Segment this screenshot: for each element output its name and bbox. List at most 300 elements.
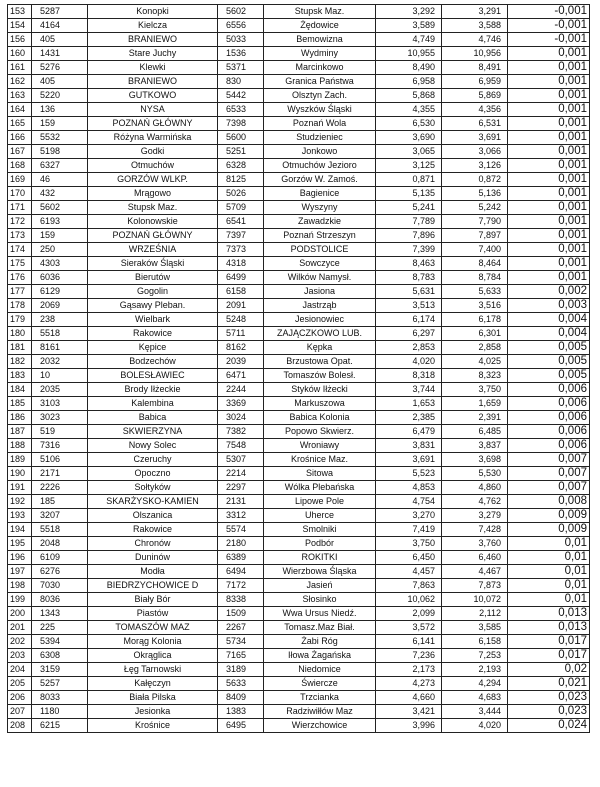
from-station-name: Babica: [88, 411, 218, 425]
difference-value: 0,01: [508, 565, 590, 579]
difference-value: 0,001: [508, 257, 590, 271]
distance-value-a: 5,868: [376, 89, 442, 103]
distance-value-a: 8,490: [376, 61, 442, 75]
from-station-name: Mrągowo: [88, 187, 218, 201]
table-row: [8, 257, 590, 271]
difference-value: 0,009: [508, 509, 590, 523]
distance-value-b: 7,253: [442, 649, 508, 663]
distance-value-a: 6,174: [376, 313, 442, 327]
table-row: [8, 719, 590, 733]
distance-value-b: 3,760: [442, 537, 508, 551]
to-station-name: ROKITKI: [264, 551, 376, 565]
table-row: [8, 299, 590, 313]
distance-value-a: 3,831: [376, 439, 442, 453]
table-row: [8, 103, 590, 117]
from-station-id: 405: [32, 33, 88, 47]
difference-value: 0,001: [508, 61, 590, 75]
from-station-id: 10: [32, 369, 88, 383]
from-station-name: WRZEŚNIA: [88, 243, 218, 257]
table-row: [8, 397, 590, 411]
row-number: 160: [8, 47, 32, 61]
from-station-id: 5106: [32, 453, 88, 467]
row-number: 163: [8, 89, 32, 103]
table-row: [8, 467, 590, 481]
to-station-name: Poznań Strzeszyn: [264, 229, 376, 243]
to-station-name: Żędowice: [264, 19, 376, 33]
table-row: [8, 621, 590, 635]
to-station-id: 2214: [218, 467, 264, 481]
distance-value-a: 3,065: [376, 145, 442, 159]
row-number: 161: [8, 61, 32, 75]
to-station-id: 7398: [218, 117, 264, 131]
from-station-id: 5276: [32, 61, 88, 75]
from-station-name: Piastów: [88, 607, 218, 621]
distance-value-a: 7,236: [376, 649, 442, 663]
to-station-name: Niedomice: [264, 663, 376, 677]
to-station-name: Podbór: [264, 537, 376, 551]
to-station-id: 6328: [218, 159, 264, 173]
distance-value-a: 2,853: [376, 341, 442, 355]
distance-value-a: 4,457: [376, 565, 442, 579]
distance-value-a: 6,141: [376, 635, 442, 649]
difference-value: 0,001: [508, 187, 590, 201]
distance-value-a: 4,020: [376, 355, 442, 369]
distance-value-b: 3,516: [442, 299, 508, 313]
to-station-id: 6495: [218, 719, 264, 733]
difference-value: 0,023: [508, 691, 590, 705]
row-number: 156: [8, 33, 32, 47]
table-row: [8, 481, 590, 495]
row-number: 187: [8, 425, 32, 439]
difference-value: 0,001: [508, 117, 590, 131]
row-number: 192: [8, 495, 32, 509]
from-station-name: Konopki: [88, 5, 218, 19]
from-station-id: 6327: [32, 159, 88, 173]
row-number: 174: [8, 243, 32, 257]
to-station-id: 6494: [218, 565, 264, 579]
distance-value-a: 6,530: [376, 117, 442, 131]
from-station-id: 8033: [32, 691, 88, 705]
distance-value-b: 2,193: [442, 663, 508, 677]
from-station-name: BOLESŁAWIEC: [88, 369, 218, 383]
to-station-name: Iłowa Żagańska: [264, 649, 376, 663]
to-station-name: Wyszków Śląski: [264, 103, 376, 117]
distance-value-b: 8,491: [442, 61, 508, 75]
from-station-id: 225: [32, 621, 88, 635]
table-row: [8, 565, 590, 579]
table-row: [8, 523, 590, 537]
from-station-id: 2069: [32, 299, 88, 313]
distance-value-a: 2,099: [376, 607, 442, 621]
row-number: 189: [8, 453, 32, 467]
from-station-id: 432: [32, 187, 88, 201]
distance-value-b: 6,158: [442, 635, 508, 649]
table-row: [8, 61, 590, 75]
from-station-name: Modła: [88, 565, 218, 579]
to-station-name: Świercze: [264, 677, 376, 691]
row-number: 196: [8, 551, 32, 565]
distance-value-b: 4,683: [442, 691, 508, 705]
row-number: 181: [8, 341, 32, 355]
difference-value: 0,01: [508, 551, 590, 565]
to-station-name: Wierzbowa Śląska: [264, 565, 376, 579]
from-station-name: Okrąglica: [88, 649, 218, 663]
from-station-name: BRANIEWO: [88, 33, 218, 47]
difference-value: 0,001: [508, 89, 590, 103]
table-row: [8, 369, 590, 383]
to-station-id: 5711: [218, 327, 264, 341]
distance-value-a: 7,896: [376, 229, 442, 243]
from-station-name: Morąg Kolonia: [88, 635, 218, 649]
table-row: [8, 201, 590, 215]
to-station-name: Markuszowa: [264, 397, 376, 411]
to-station-name: Wyszyny: [264, 201, 376, 215]
table-row: [8, 607, 590, 621]
from-station-name: Godki: [88, 145, 218, 159]
to-station-name: Tomasz.Maz Biał.: [264, 621, 376, 635]
from-station-id: 2226: [32, 481, 88, 495]
difference-value: 0,017: [508, 635, 590, 649]
from-station-name: Krośnice: [88, 719, 218, 733]
from-station-name: BIEDRZYCHOWICE D: [88, 579, 218, 593]
row-number: 188: [8, 439, 32, 453]
to-station-id: 5251: [218, 145, 264, 159]
from-station-name: Stupsk Maz.: [88, 201, 218, 215]
from-station-name: Nowy Solec: [88, 439, 218, 453]
to-station-id: 2091: [218, 299, 264, 313]
row-number: 153: [8, 5, 32, 19]
distance-value-b: 2,112: [442, 607, 508, 621]
from-station-id: 2035: [32, 383, 88, 397]
distance-value-b: 3,126: [442, 159, 508, 173]
to-station-name: Babica Kolonia: [264, 411, 376, 425]
table-row: [8, 117, 590, 131]
to-station-id: 6389: [218, 551, 264, 565]
to-station-id: 8409: [218, 691, 264, 705]
difference-value: 0,02: [508, 663, 590, 677]
distance-value-b: 5,869: [442, 89, 508, 103]
distance-value-a: 4,273: [376, 677, 442, 691]
to-station-name: Jonkowo: [264, 145, 376, 159]
to-station-id: 6158: [218, 285, 264, 299]
difference-value: 0,001: [508, 229, 590, 243]
to-station-name: Wólka Plebańska: [264, 481, 376, 495]
row-number: 162: [8, 75, 32, 89]
table-row: [8, 593, 590, 607]
to-station-id: 7165: [218, 649, 264, 663]
to-station-id: 3189: [218, 663, 264, 677]
from-station-id: 5518: [32, 327, 88, 341]
difference-value: 0,021: [508, 677, 590, 691]
table-row: [8, 187, 590, 201]
from-station-id: 405: [32, 75, 88, 89]
table-row: [8, 495, 590, 509]
to-station-id: 1509: [218, 607, 264, 621]
table-row: [8, 327, 590, 341]
from-station-id: 159: [32, 117, 88, 131]
difference-value: -0,001: [508, 5, 590, 19]
from-station-id: 8161: [32, 341, 88, 355]
to-station-name: Styków Iłżecki: [264, 383, 376, 397]
to-station-id: 3024: [218, 411, 264, 425]
row-number: 167: [8, 145, 32, 159]
distance-value-b: 0,872: [442, 173, 508, 187]
to-station-id: 2244: [218, 383, 264, 397]
to-station-name: Wwa Ursus Niedź.: [264, 607, 376, 621]
from-station-name: SKWIERZYNA: [88, 425, 218, 439]
to-station-name: Brzustowa Opat.: [264, 355, 376, 369]
difference-value: 0,001: [508, 47, 590, 61]
to-station-name: Zawadzkie: [264, 215, 376, 229]
from-station-id: 2171: [32, 467, 88, 481]
row-number: 184: [8, 383, 32, 397]
from-station-id: 5532: [32, 131, 88, 145]
to-station-id: 5600: [218, 131, 264, 145]
to-station-id: 5442: [218, 89, 264, 103]
from-station-name: Gogolin: [88, 285, 218, 299]
distance-value-b: 8,784: [442, 271, 508, 285]
to-station-name: Wydminy: [264, 47, 376, 61]
from-station-name: NYSA: [88, 103, 218, 117]
from-station-id: 7030: [32, 579, 88, 593]
distance-value-b: 4,762: [442, 495, 508, 509]
distance-value-b: 3,279: [442, 509, 508, 523]
difference-value: 0,003: [508, 299, 590, 313]
distance-value-b: 6,301: [442, 327, 508, 341]
from-station-id: 185: [32, 495, 88, 509]
table-row: [8, 439, 590, 453]
row-number: 173: [8, 229, 32, 243]
to-station-id: 3369: [218, 397, 264, 411]
to-station-id: 5307: [218, 453, 264, 467]
to-station-id: 3312: [218, 509, 264, 523]
row-number: 203: [8, 649, 32, 663]
row-number: 186: [8, 411, 32, 425]
from-station-id: 3159: [32, 663, 88, 677]
from-station-id: 8036: [32, 593, 88, 607]
distance-value-a: 5,241: [376, 201, 442, 215]
row-number: 175: [8, 257, 32, 271]
table-row: [8, 663, 590, 677]
to-station-name: Poznań Wola: [264, 117, 376, 131]
to-station-name: PODSTOLICE: [264, 243, 376, 257]
to-station-id: 5026: [218, 187, 264, 201]
to-station-id: 6499: [218, 271, 264, 285]
distance-value-b: 7,428: [442, 523, 508, 537]
difference-value: -0,001: [508, 33, 590, 47]
difference-value: 0,005: [508, 341, 590, 355]
to-station-id: 2039: [218, 355, 264, 369]
from-station-id: 136: [32, 103, 88, 117]
to-station-name: Studzieniec: [264, 131, 376, 145]
distance-value-b: 4,356: [442, 103, 508, 117]
from-station-name: Kałęczyn: [88, 677, 218, 691]
distance-value-a: 4,355: [376, 103, 442, 117]
from-station-name: Czeruchy: [88, 453, 218, 467]
row-number: 179: [8, 313, 32, 327]
table-row: [8, 271, 590, 285]
table-row: [8, 411, 590, 425]
to-station-id: 5709: [218, 201, 264, 215]
distance-value-a: 6,479: [376, 425, 442, 439]
row-number: 199: [8, 593, 32, 607]
to-station-id: 7172: [218, 579, 264, 593]
difference-value: 0,007: [508, 481, 590, 495]
distance-value-a: 8,318: [376, 369, 442, 383]
to-station-id: 5574: [218, 523, 264, 537]
from-station-name: Rakowice: [88, 523, 218, 537]
difference-value: 0,008: [508, 495, 590, 509]
distance-value-b: 5,242: [442, 201, 508, 215]
from-station-name: Duninów: [88, 551, 218, 565]
table-row: [8, 243, 590, 257]
row-number: 193: [8, 509, 32, 523]
difference-value: 0,006: [508, 397, 590, 411]
to-station-id: 5633: [218, 677, 264, 691]
from-station-id: 6129: [32, 285, 88, 299]
difference-value: -0,001: [508, 19, 590, 33]
from-station-id: 6036: [32, 271, 88, 285]
to-station-id: 1383: [218, 705, 264, 719]
distance-value-a: 5,135: [376, 187, 442, 201]
from-station-name: Wielbark: [88, 313, 218, 327]
to-station-name: Krośnice Maz.: [264, 453, 376, 467]
distance-value-a: 10,955: [376, 47, 442, 61]
from-station-name: Jesionka: [88, 705, 218, 719]
distance-value-b: 3,588: [442, 19, 508, 33]
to-station-name: ZAJĄCZKOWO LUB.: [264, 327, 376, 341]
distance-value-a: 8,463: [376, 257, 442, 271]
to-station-name: Żabi Róg: [264, 635, 376, 649]
to-station-name: Wilków Namysł.: [264, 271, 376, 285]
row-number: 170: [8, 187, 32, 201]
from-station-id: 4303: [32, 257, 88, 271]
from-station-id: 5198: [32, 145, 88, 159]
from-station-name: Olszanica: [88, 509, 218, 523]
from-station-name: POZNAŃ GŁÓWNY: [88, 117, 218, 131]
from-station-name: Rakowice: [88, 327, 218, 341]
from-station-name: Chronów: [88, 537, 218, 551]
distance-value-b: 6,460: [442, 551, 508, 565]
table-row: [8, 705, 590, 719]
distance-value-b: 5,136: [442, 187, 508, 201]
table-row: [8, 173, 590, 187]
to-station-id: 8162: [218, 341, 264, 355]
row-number: 178: [8, 299, 32, 313]
from-station-name: TOMASZÓW MAZ: [88, 621, 218, 635]
to-station-id: 2297: [218, 481, 264, 495]
from-station-id: 7316: [32, 439, 88, 453]
to-station-name: Bagienice: [264, 187, 376, 201]
row-number: 197: [8, 565, 32, 579]
to-station-name: Bemowizna: [264, 33, 376, 47]
to-station-id: 6471: [218, 369, 264, 383]
row-number: 172: [8, 215, 32, 229]
difference-value: 0,013: [508, 621, 590, 635]
table-row: [8, 635, 590, 649]
distance-value-a: 6,297: [376, 327, 442, 341]
from-station-id: 1343: [32, 607, 88, 621]
distance-value-a: 2,173: [376, 663, 442, 677]
distance-value-a: 4,853: [376, 481, 442, 495]
row-number: 201: [8, 621, 32, 635]
from-station-id: 3023: [32, 411, 88, 425]
from-station-name: Brody Iłżeckie: [88, 383, 218, 397]
row-number: 198: [8, 579, 32, 593]
data-table: [7, 4, 590, 733]
to-station-name: Słosinko: [264, 593, 376, 607]
from-station-name: Opoczno: [88, 467, 218, 481]
from-station-id: 5287: [32, 5, 88, 19]
distance-value-b: 4,746: [442, 33, 508, 47]
difference-value: 0,01: [508, 593, 590, 607]
distance-value-b: 2,858: [442, 341, 508, 355]
distance-value-b: 4,025: [442, 355, 508, 369]
distance-value-a: 3,996: [376, 719, 442, 733]
table-row: [8, 159, 590, 173]
from-station-name: Bodzechów: [88, 355, 218, 369]
row-number: 194: [8, 523, 32, 537]
distance-value-a: 7,399: [376, 243, 442, 257]
to-station-id: 5602: [218, 5, 264, 19]
difference-value: 0,023: [508, 705, 590, 719]
difference-value: 0,006: [508, 383, 590, 397]
difference-value: 0,001: [508, 145, 590, 159]
table-row: [8, 215, 590, 229]
row-number: 165: [8, 117, 32, 131]
to-station-name: Wierzchowice: [264, 719, 376, 733]
distance-value-b: 5,530: [442, 467, 508, 481]
from-station-id: 5394: [32, 635, 88, 649]
from-station-id: 5602: [32, 201, 88, 215]
difference-value: 0,024: [508, 719, 590, 733]
to-station-name: Radziwiłłów Maz: [264, 705, 376, 719]
from-station-id: 1431: [32, 47, 88, 61]
from-station-name: Biały Bór: [88, 593, 218, 607]
table-row: [8, 509, 590, 523]
row-number: 154: [8, 19, 32, 33]
distance-value-b: 3,291: [442, 5, 508, 19]
table-row: [8, 75, 590, 89]
from-station-name: Klewki: [88, 61, 218, 75]
to-station-id: 2180: [218, 537, 264, 551]
distance-value-a: 6,958: [376, 75, 442, 89]
to-station-id: 5734: [218, 635, 264, 649]
table-row: [8, 313, 590, 327]
distance-value-b: 2,391: [442, 411, 508, 425]
to-station-name: Jasień: [264, 579, 376, 593]
distance-value-b: 7,790: [442, 215, 508, 229]
row-number: 169: [8, 173, 32, 187]
difference-value: 0,004: [508, 313, 590, 327]
distance-value-b: 3,691: [442, 131, 508, 145]
distance-value-b: 1,659: [442, 397, 508, 411]
from-station-id: 5518: [32, 523, 88, 537]
to-station-id: 7397: [218, 229, 264, 243]
from-station-id: 159: [32, 229, 88, 243]
to-station-id: 6541: [218, 215, 264, 229]
row-number: 171: [8, 201, 32, 215]
table-row: [8, 145, 590, 159]
from-station-id: 6276: [32, 565, 88, 579]
row-number: 190: [8, 467, 32, 481]
to-station-name: Kępka: [264, 341, 376, 355]
to-station-id: 5248: [218, 313, 264, 327]
distance-value-b: 5,633: [442, 285, 508, 299]
from-station-id: 3207: [32, 509, 88, 523]
from-station-name: GUTKOWO: [88, 89, 218, 103]
distance-value-b: 3,750: [442, 383, 508, 397]
